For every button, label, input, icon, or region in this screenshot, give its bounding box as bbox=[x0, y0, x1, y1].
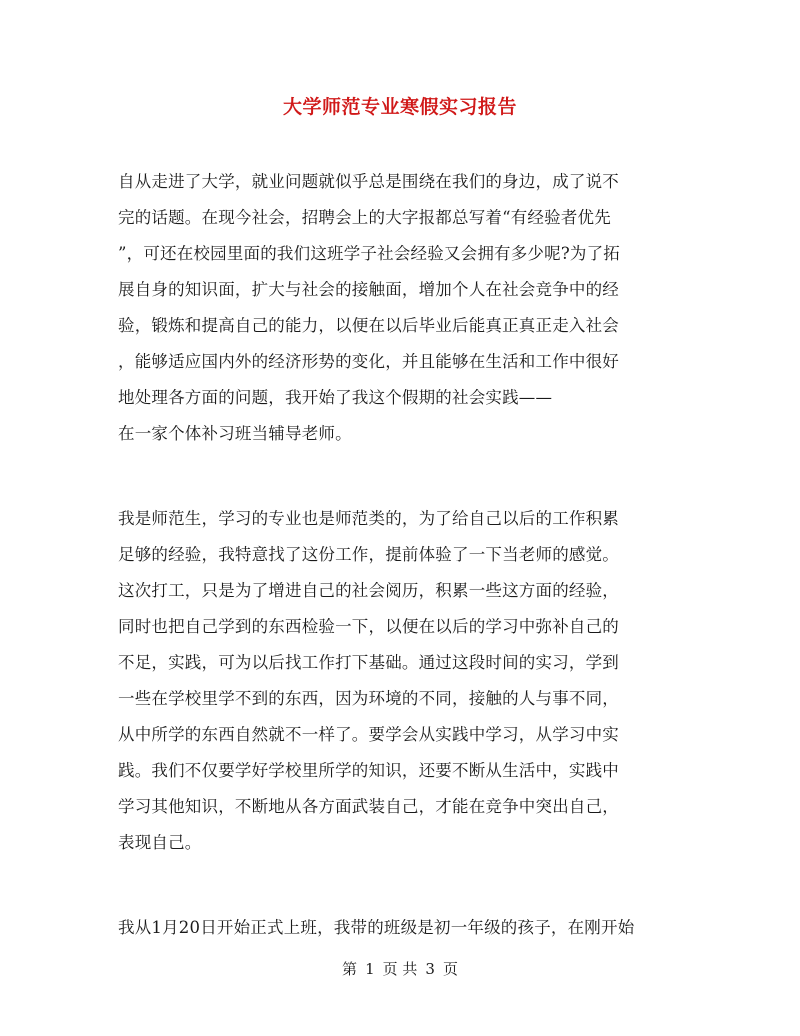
paragraph-2-line-4: 同时也把自己学到的东西检验一下，以便在以后的学习中弥补自己的 bbox=[118, 617, 619, 636]
paragraph-2-line-10: 表现自己。 bbox=[118, 833, 202, 852]
total-pages: 3 bbox=[425, 960, 435, 978]
page-footer bbox=[0, 958, 800, 979]
page-number: 1 bbox=[365, 960, 375, 978]
paragraph-2-line-6: 一些在学校里学不到的东西，因为环境的不同，接触的人与事不同， bbox=[118, 689, 619, 708]
paragraph-2-line-7: 从中所学的东西自然就不一样了。要学会从实践中学习，从学习中实 bbox=[118, 725, 619, 744]
paragraph-1-line-5: 验，锻炼和提高自己的能力，以便在以后毕业后能真正真正走入社会 bbox=[118, 316, 619, 335]
paragraph-1-line-8: 在一家个体补习班当辅导老师。 bbox=[118, 424, 352, 443]
paragraph-1-line-1: 自从走进了大学，就业问题就似乎总是围绕在我们的身边，成了说不 bbox=[118, 172, 619, 191]
paragraph-1-line-6: ，能够适应国内外的经济形势的变化，并且能够在生活和工作中很好 bbox=[118, 352, 619, 371]
paragraph-2-line-3: 这次打工，只是为了增进自己的社会阅历，积累一些这方面的经验， bbox=[118, 581, 619, 600]
page-label-prefix: 第 bbox=[342, 960, 358, 978]
paragraph-2-line-5: 不足，实践，可为以后找工作打下基础。通过这段时间的实习，学到 bbox=[118, 653, 619, 672]
page-label-mid: 页 共 bbox=[382, 960, 418, 978]
paragraph-1-line-7: 地处理各方面的问题，我开始了我这个假期的社会实践—— bbox=[118, 388, 553, 407]
paragraph-2-line-2: 足够的经验，我特意找了这份工作，提前体验了一下当老师的感觉。 bbox=[118, 545, 619, 564]
paragraph-3-line-1: 我从1月20日开始正式上班，我带的班级是初一年级的孩子，在刚开始 bbox=[118, 918, 635, 937]
page-label-suffix: 页 bbox=[442, 960, 458, 978]
paragraph-1-line-2: 完的话题。在现今社会，招聘会上的大字报都总写着“有经验者优先 bbox=[118, 208, 611, 227]
paragraph-1-line-3: ”，可还在校园里面的我们这班学子社会经验又会拥有多少呢?为了拓 bbox=[118, 244, 620, 263]
paragraph-2-line-1: 我是师范生，学习的专业也是师范类的，为了给自己以后的工作积累 bbox=[118, 509, 619, 528]
document-title: 大学师范专业寒假实习报告 bbox=[282, 96, 517, 118]
paragraph-2-line-9: 学习其他知识，不断地从各方面武装自己，才能在竞争中突出自己， bbox=[118, 797, 619, 816]
paragraph-2-line-8: 践。我们不仅要学好学校里所学的知识，还要不断从生活中，实践中 bbox=[118, 761, 619, 780]
paragraph-1-line-4: 展自身的知识面，扩大与社会的接触面，增加个人在社会竞争中的经 bbox=[118, 280, 619, 299]
